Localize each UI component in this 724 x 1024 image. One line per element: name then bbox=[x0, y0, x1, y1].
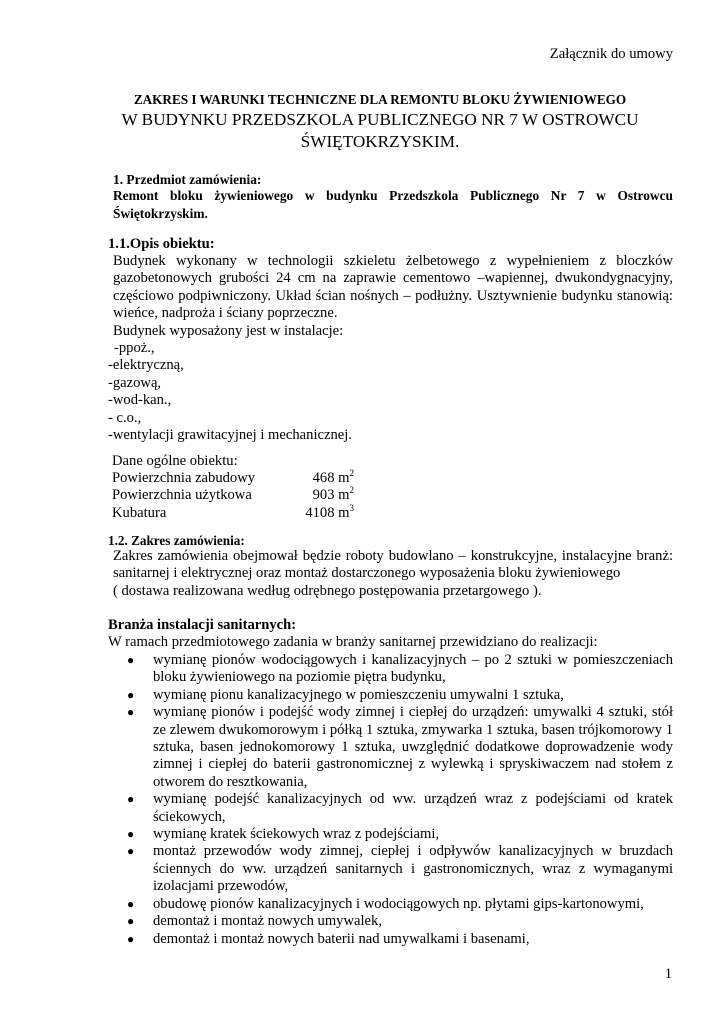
list-item: ● wymianę pionów wodociągowych i kanalizacyjnych – po 2 sztuki w pomieszczeniach bloku żywieniowego na poziomie piętra budynku, bbox=[127, 652, 673, 686]
list-item: ● wymianę pionów i podejść wody zimnej i ciepłej do urządzeń: umywalki 4 sztuki, stół ze zlewem dwukomorowym i półką 1 sztuka, zmywarka 1 sztuka, basen trójkomorowy 1 sztuka, basen jednokomorowy 1 sztuka, uwzględnić dodatkowe doprowadzenie wody zimnej i ciepłej do baterii gastronomicznej z wylewką i spryskiwaczem nad stołem z otworem do resztkowania, bbox=[127, 704, 673, 790]
object-description: Budynek wykonany w technologii szkieletu żelbetowego z wypełnieniem z bloczków gazobetonowych grubości 24 cm na zaprawie cementowo –wapiennej, dwukondygnacyjny, częściowo podpiwniczony. Układ ścian nośnych – podłużny. Usztywnienie budynku stanowią: wieńce, nadproża i ściany poprzeczne. bbox=[113, 253, 673, 322]
bullet-icon: ● bbox=[127, 844, 135, 859]
annex-label: Załącznik do umowy bbox=[549, 46, 673, 62]
bullet-icon: ● bbox=[127, 792, 135, 807]
stat-row bbox=[112, 470, 354, 487]
bullet-icon: ● bbox=[127, 827, 135, 842]
list-item: ● wymianę kratek ściekowych wraz z podejściami, bbox=[127, 826, 440, 843]
page-number: 1 bbox=[664, 966, 672, 982]
scope-note: ( dostawa realizowana według odrębnego postępowania przetargowego ). bbox=[113, 583, 542, 599]
title-line-2: W BUDYNKU PRZEDSZKOLA PUBLICZNEGO NR 7 W OSTROWCU bbox=[121, 110, 639, 129]
title-line-3: ŚWIĘTOKRZYSKIM. bbox=[300, 132, 460, 151]
stat-exponent: 3 bbox=[349, 502, 354, 513]
bullet-icon: ● bbox=[127, 896, 135, 911]
general-data-table bbox=[112, 470, 354, 522]
installation-item: -gazową, bbox=[108, 374, 162, 391]
list-item: ● montaż przewodów wody zimnej, ciepłej i odpływów kanalizacyjnych w bruzdach ściennych do ww. urządzeń sanitarnych i gastronomicznych, wraz z wymaganymi izolacjami przewodów, bbox=[127, 843, 673, 895]
bullet-icon: ● bbox=[127, 653, 135, 667]
stat-value: 4108 $m^3$ bbox=[305, 502, 354, 521]
list-item: ● wymianę pionu kanalizacyjnego w pomieszczeniu umywalni 1 sztuka, bbox=[127, 686, 564, 703]
stat-value: 468 $m^2$ bbox=[312, 468, 354, 486]
section-1-1-heading: 1.1.Opis obiektu: bbox=[108, 236, 215, 252]
stat-row bbox=[112, 487, 354, 504]
sanitary-intro: W ramach przedmiotowego zadania w branży sanitarnej przewidziano do realizacji: bbox=[108, 634, 598, 650]
stat-row bbox=[112, 502, 354, 522]
sanitary-heading: Branża instalacji sanitarnych: bbox=[108, 617, 297, 633]
list-item: ● demontaż i montaż nowych baterii nad umywalkami i basenami, bbox=[127, 930, 530, 947]
general-data-heading: Dane ogólne obiektu: bbox=[112, 453, 238, 469]
bullet-icon: ● bbox=[127, 705, 135, 720]
section-1-2-heading: 1.2. Zakres zamówienia: bbox=[108, 533, 245, 548]
bullet-icon: ● bbox=[127, 687, 135, 702]
installation-item: -ppoż., bbox=[114, 340, 155, 356]
installations-intro: Budynek wyposażony jest w instalacje: bbox=[113, 323, 344, 339]
stat-label: Powierzchnia zabudowy bbox=[112, 470, 256, 486]
installation-item: -wod-kan., bbox=[108, 392, 172, 409]
section-1-text: Remont bloku żywieniowego w budynku Przedszkola Publicznego Nr 7 w Ostrowcu Świętokrzyskim. bbox=[113, 188, 673, 221]
bullet-icon: ● bbox=[127, 914, 135, 929]
bullet-icon: ● bbox=[127, 931, 135, 946]
installations-list bbox=[108, 340, 508, 444]
stat-label: Kubatura bbox=[112, 504, 167, 521]
stat-exponent: 2 bbox=[349, 468, 354, 478]
list-item: ● obudowę pionów kanalizacyjnych i wodociągowych np. płytami gips-kartonowymi, bbox=[127, 895, 644, 912]
installation-item: -wentylacji grawitacyjnej i mechanicznej. bbox=[108, 427, 352, 444]
stat-value: 903 $m^2$ bbox=[312, 485, 354, 504]
list-item: ● wymianę podejść kanalizacyjnych od ww. urządzeń wraz z podejściami od kratek ściekowych, bbox=[127, 791, 673, 825]
sanitary-list bbox=[113, 652, 673, 948]
installation-item: -elektryczną, bbox=[108, 357, 184, 374]
section-1-heading: 1. Przedmiot zamówienia: bbox=[113, 172, 262, 187]
stat-exponent: 2 bbox=[349, 485, 354, 496]
stat-label: Powierzchnia użytkowa bbox=[112, 487, 252, 504]
scope-paragraph: Zakres zamówienia obejmował będzie roboty budowlano – konstrukcyjne, instalacyjne branż: sanitarnej i elektrycznej oraz montaż dostarczonego wyposażenia bloku żywieniowego bbox=[113, 548, 673, 582]
title-line-1: ZAKRES I WARUNKI TECHNICZNE DLA REMONTU BLOKU ŻYWIENIOWEGO bbox=[133, 92, 627, 107]
list-item: ● demontaż i montaż nowych umywalek, bbox=[127, 913, 382, 930]
installation-item: - c.o., bbox=[108, 409, 142, 426]
